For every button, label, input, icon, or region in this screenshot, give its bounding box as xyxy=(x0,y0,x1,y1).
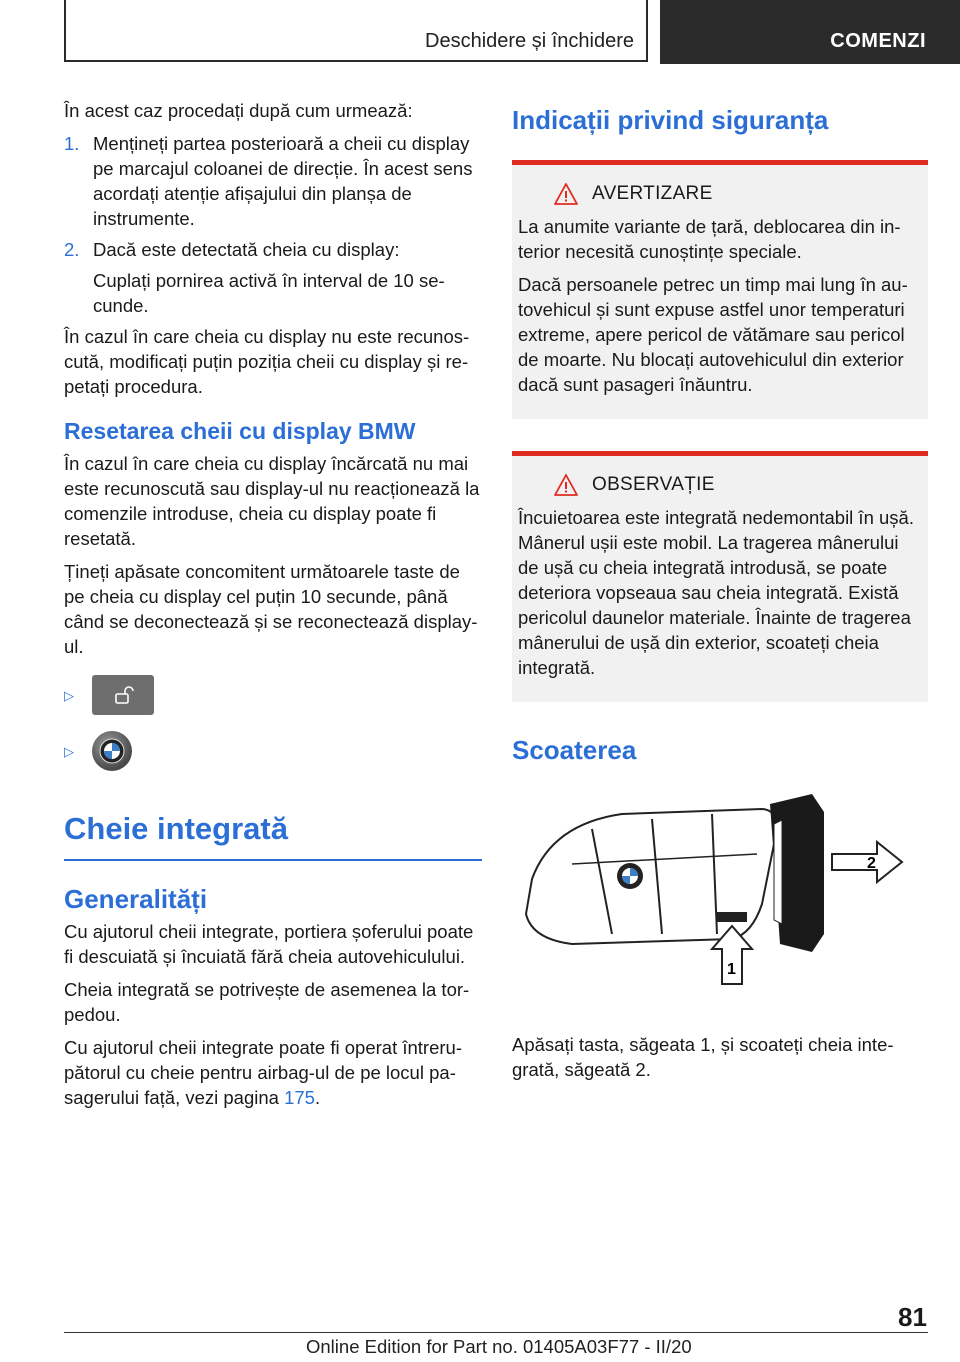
general-paragraph-2: Cheia integrată se potrivește de asemenea la torpedou. xyxy=(64,979,470,1025)
removal-heading: Scoaterea xyxy=(512,735,637,765)
right-column xyxy=(512,98,928,1090)
warning-title: AVERTIZARE xyxy=(592,183,713,204)
left-column xyxy=(64,98,482,1118)
step-number: 2. xyxy=(64,239,80,260)
bullet-marker: ▷ xyxy=(64,743,74,759)
header-section-box xyxy=(64,0,648,62)
unlock-button-icon xyxy=(92,675,154,715)
arrow-2 xyxy=(832,842,902,882)
bullet-marker: ▷ xyxy=(64,687,74,703)
footer-divider xyxy=(64,1332,928,1333)
general-paragraph-3-end: . xyxy=(314,1087,321,1108)
notice-triangle-icon xyxy=(554,474,578,496)
general-paragraph-3 xyxy=(64,1035,482,1110)
step-number: 1. xyxy=(64,133,80,154)
warning-title-row xyxy=(518,181,922,206)
removal-text: Apăsați tasta, săgeata 1, și scoateți cheia integrată, săgeată 2. xyxy=(512,1034,894,1080)
steps-list xyxy=(64,131,482,318)
warning-triangle-icon xyxy=(554,183,578,205)
notice-title-row xyxy=(518,472,922,497)
warning-paragraph-1: La anumite variante de țară, deblocarea din interior necesită cunoștințe speciale. xyxy=(518,216,901,262)
not-recognized-text: În cazul în care cheia cu display nu este recunoscută, modificați puțin poziția cheii cu display și repetați procedura. xyxy=(64,326,470,397)
notice-title: OBSERVAȚIE xyxy=(592,474,715,495)
step-item xyxy=(64,131,482,231)
page-number: 81 xyxy=(898,1302,927,1332)
integrated-key-figure xyxy=(512,784,922,1014)
general-heading: Generalități xyxy=(64,884,208,914)
safety-heading: Indicații privind siguranța xyxy=(512,105,829,135)
header-chapter-title: COMENZI xyxy=(830,30,926,52)
warning-box xyxy=(512,160,928,419)
arrow-1-label: 1 xyxy=(727,961,736,978)
integrated-key-heading: Cheie integrată xyxy=(64,809,482,861)
reset-paragraph-1: În cazul în care cheia cu display încărcată nu mai este recunoscută sau display-ul nu reacționează la comenzile introduse, cheia cu display poate fi resetată. xyxy=(64,453,480,549)
page-link[interactable]: 175 xyxy=(284,1087,315,1108)
general-paragraph-3-text: Cu ajutorul cheii integrate poate fi operat întrerupătorul cu cheie pentru airbag-ul de pe locul pasagerului față, vezi pagina xyxy=(64,1037,462,1108)
header-section-title: Deschidere și închidere xyxy=(425,30,634,52)
header-chapter-box xyxy=(660,0,960,64)
notice-paragraph: Încuietoarea este integrată nedemontabil în ușă. Mânerul ușii este mobil. La tragerea mânerului de ușă cu cheia integrată introdusă, se poate deteriora vopseaua sau cheia integrată. Există pericolul daunelor materiale. Înainte de tragerea mânerului de ușă din exterior, scoateți cheia integrată. xyxy=(518,507,914,678)
step-item xyxy=(64,237,482,318)
reset-paragraph-2: Țineți apăsate concomitent următoarele taste de pe cheia cu display cel puțin 10 secunde, până când se deconectează și se reconectează display-ul. xyxy=(64,561,478,657)
step-text: Mențineți partea posterioară a cheii cu display pe marcajul coloanei de direcție. În acest sens acordați atenție afișajului din planșa de instrumente. xyxy=(93,133,473,229)
bmw-button-bullet xyxy=(64,723,482,779)
bmw-button-icon xyxy=(92,731,132,771)
unlock-button-bullet xyxy=(64,667,482,723)
reset-heading: Resetarea cheii cu display BMW xyxy=(64,418,416,444)
step-subtext: Cuplați pornirea activă în interval de 10 secunde. xyxy=(93,270,445,316)
general-paragraph-1: Cu ajutorul cheii integrate, portiera șoferului poate fi descuiată și încuiată fără cheia autovehiculului. xyxy=(64,921,474,967)
intro-text: În acest caz procedați după cum urmează: xyxy=(64,100,413,121)
car-key-illustration xyxy=(526,794,824,952)
warning-paragraph-2: Dacă persoanele petrec un timp mai lung în autovehicul și sunt expuse astfel unor temperaturi extreme, apere pericol de vătămare sau pericol de moarte. Nu blocați autovehiculul din exterior dacă sunt pasageri înăuntru. xyxy=(518,274,908,395)
footer-edition: Online Edition for Part no. 01405A03F77 - II/20 xyxy=(306,1336,692,1357)
notice-box xyxy=(512,451,928,702)
step-text: Dacă este detectată cheia cu display: xyxy=(93,239,400,260)
arrow-2-label: 2 xyxy=(867,855,876,872)
